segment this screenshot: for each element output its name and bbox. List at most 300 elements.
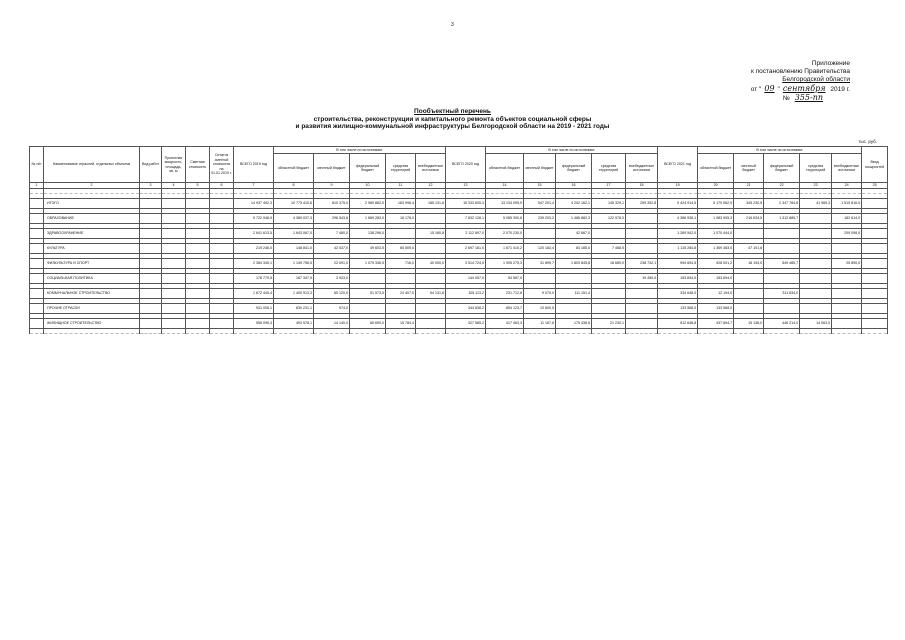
value-cell: 311 834,0	[764, 289, 800, 299]
value-cell: 1 149 756,5	[274, 259, 314, 269]
value-cell	[764, 274, 800, 284]
value-cell: 21 230,1	[592, 319, 626, 329]
value-cell	[800, 289, 832, 299]
empty-cell	[162, 304, 186, 314]
value-cell	[416, 304, 446, 314]
column-number: 22	[764, 183, 800, 189]
value-cell	[626, 319, 658, 329]
header-remaining: Остаток сметной стоимости на 01.01.2019 г.	[210, 147, 234, 183]
table-row	[30, 229, 888, 239]
annex-date-mid: "	[777, 85, 780, 93]
table-row	[30, 199, 888, 209]
empty-cell	[210, 289, 234, 299]
value-cell: 446 214,0	[764, 319, 800, 329]
column-number: 1	[30, 183, 44, 189]
header-total-2020: ВСЕГО 2020 год	[446, 147, 486, 183]
value-cell	[416, 244, 446, 254]
value-cell: 12 194,0	[698, 289, 734, 299]
empty-cell	[140, 319, 162, 329]
value-cell	[350, 274, 386, 284]
value-cell: 239 203,2	[524, 214, 556, 224]
empty-cell	[210, 244, 234, 254]
spacer-cell	[416, 329, 446, 334]
value-cell: 11 167,8	[524, 319, 556, 329]
empty-cell	[210, 274, 234, 284]
value-cell	[626, 304, 658, 314]
value-cell: 296 543,6	[314, 214, 350, 224]
value-cell: 2 980 882,0	[350, 199, 386, 209]
row-name: СОЦИАЛЬНАЯ ПОЛИТИКА	[44, 274, 140, 284]
spacer-cell	[832, 329, 862, 334]
annex-date-prefix: от "	[750, 85, 762, 93]
value-cell: 18 689,0	[592, 259, 626, 269]
value-cell: 7 480,0	[314, 229, 350, 239]
value-cell: 5 722 948,9	[234, 214, 274, 224]
value-cell: 1 400 913,3	[274, 289, 314, 299]
row-name: ЖИЛИЩНОЕ СТРОИТЕЛЬСТВО	[44, 319, 140, 329]
value-cell	[386, 274, 416, 284]
annex-number-value: 355-пп	[794, 92, 823, 102]
header-src-offbudget: внебюджетные источники	[832, 154, 862, 183]
value-cell: 549 485,7	[764, 259, 800, 269]
spacer-cell	[446, 329, 486, 334]
header-total-2021: ВСЕГО 2021 год	[658, 147, 698, 183]
value-cell: 42 667,0	[556, 229, 592, 239]
value-cell: 153 694,0	[698, 274, 734, 284]
column-number: 14	[486, 183, 524, 189]
value-cell	[734, 229, 764, 239]
spacer-cell	[658, 329, 698, 334]
spacer-cell	[234, 329, 274, 334]
table-row	[30, 319, 888, 329]
value-cell	[832, 319, 862, 329]
header-src-offbudget: внебюджетные источники	[626, 154, 658, 183]
annex-line-3: Белгородской области	[782, 76, 850, 84]
value-cell	[800, 229, 832, 239]
value-cell: 15 180,8	[416, 229, 446, 239]
value-cell: 47 101,8	[734, 244, 764, 254]
value-cell: 133 568,0	[658, 304, 698, 314]
value-cell	[764, 244, 800, 254]
value-cell: 1 269 542,0	[658, 229, 698, 239]
value-cell: 219 246,0	[234, 244, 274, 254]
value-cell	[734, 274, 764, 284]
row-name: ОБРАЗОВАНИЕ	[44, 214, 140, 224]
value-cell: 974,0	[314, 304, 350, 314]
table-row	[30, 214, 888, 224]
value-cell: 1 671 410,2	[486, 244, 524, 254]
value-cell: 1 519 816,5	[832, 199, 862, 209]
value-cell: 345 230,5	[734, 199, 764, 209]
value-cell: 259 352,8	[626, 199, 658, 209]
empty-cell	[186, 274, 210, 284]
value-cell	[800, 259, 832, 269]
value-cell	[350, 304, 386, 314]
row-num-cell	[30, 214, 44, 224]
value-cell: 120 183,4	[524, 244, 556, 254]
value-cell	[862, 274, 888, 284]
table-row	[30, 289, 888, 299]
title-line-3: и развития жилищно-коммунальной инфраструктуры Белгородской области на 2019 - 2021 годы	[295, 123, 610, 131]
value-cell: 2 112 897,0	[446, 229, 486, 239]
value-cell: 1 803 845,8	[556, 259, 592, 269]
value-cell: 417 463,3	[486, 319, 524, 329]
empty-cell	[186, 214, 210, 224]
value-cell	[626, 244, 658, 254]
empty-cell	[162, 289, 186, 299]
value-cell	[764, 304, 800, 314]
empty-cell	[186, 319, 210, 329]
empty-cell	[162, 244, 186, 254]
header-name: Наименование отраслей, отдельных объектов	[44, 147, 140, 183]
header-src-regional: областной бюджет	[698, 154, 734, 183]
value-cell: 830 231,1	[274, 304, 314, 314]
value-cell: 854 123,7	[486, 304, 524, 314]
column-number: 20	[698, 183, 734, 189]
value-cell: 176 779,5	[234, 274, 274, 284]
value-cell: 105 113,2	[446, 289, 486, 299]
value-cell	[626, 229, 658, 239]
row-name: КОММУНАЛЬНОЕ СТРОИТЕЛЬСТВО	[44, 289, 140, 299]
spacer-cell	[140, 329, 162, 334]
value-cell: 1 312 885,7	[764, 214, 800, 224]
spacer-cell	[626, 329, 658, 334]
title-line-1: Пообъектный перечень	[414, 108, 491, 115]
column-number: 24	[832, 183, 862, 189]
column-number: 15	[524, 183, 556, 189]
value-cell	[524, 229, 556, 239]
value-cell	[832, 274, 862, 284]
column-number: 2	[44, 183, 140, 189]
empty-cell	[210, 214, 234, 224]
value-cell	[386, 304, 416, 314]
spacer-cell	[386, 329, 416, 334]
row-num-cell	[30, 259, 44, 269]
value-cell: 1 079 336,5	[350, 259, 386, 269]
empty-cell	[210, 199, 234, 209]
spacer-cell	[524, 329, 556, 334]
value-cell: 145 329,1	[592, 199, 626, 209]
header-capacity: Проектная мощность, площадь, кв. м	[162, 147, 186, 183]
value-cell: 18 194,0	[734, 259, 764, 269]
row-name: ЗДРАВООХРАНЕНИЕ	[44, 229, 140, 239]
value-cell: 40 000,0	[416, 259, 446, 269]
value-cell	[862, 229, 888, 239]
row-num-cell	[30, 229, 44, 239]
empty-cell	[186, 199, 210, 209]
column-number: 10	[350, 183, 386, 189]
column-number: 12	[416, 183, 446, 189]
spacer-cell	[44, 329, 140, 334]
value-cell	[592, 289, 626, 299]
value-cell: 15 784,4	[386, 319, 416, 329]
value-cell: 54 587,0	[486, 274, 524, 284]
value-cell	[832, 244, 862, 254]
empty-cell	[210, 229, 234, 239]
empty-cell	[186, 259, 210, 269]
header-src-territory: средства территорий	[386, 154, 416, 183]
table-row	[30, 244, 888, 254]
annex-line-1: Приложение	[811, 60, 850, 67]
row-name: ФИЗКУЛЬТУРА И СПОРТ	[44, 259, 140, 269]
empty-cell	[162, 229, 186, 239]
header-src-regional: областной бюджет	[486, 154, 524, 183]
value-cell: 15 138,0	[734, 319, 764, 329]
value-cell	[416, 214, 446, 224]
empty-cell	[186, 289, 210, 299]
column-number: 9	[314, 183, 350, 189]
value-cell: 42 037,0	[314, 244, 350, 254]
header-src-federal: федеральный бюджет	[764, 154, 800, 183]
value-cell: 41 965,3	[800, 199, 832, 209]
value-cell: 1 983 905,3	[698, 214, 734, 224]
empty-cell	[140, 304, 162, 314]
empty-cell	[210, 319, 234, 329]
value-cell: 148 841,0	[274, 244, 314, 254]
column-number: 23	[800, 183, 832, 189]
header-group-2019: В том числе по источникам:	[274, 147, 446, 154]
value-cell	[800, 304, 832, 314]
value-cell: 5 085 390,8	[486, 214, 524, 224]
value-cell: 3 514 724,5	[446, 259, 486, 269]
title-line-2: строительства, реконструкции и капитального ремонта объектов социальной сферы	[313, 115, 592, 123]
value-cell: 167 347,9	[274, 274, 314, 284]
spacer-cell	[314, 329, 350, 334]
empty-cell	[162, 319, 186, 329]
value-cell: 85 120,0	[314, 289, 350, 299]
table-row	[30, 304, 888, 314]
column-number: 25	[862, 183, 888, 189]
value-cell	[416, 319, 446, 329]
spacer-cell	[698, 329, 734, 334]
header-group-2020: В том числе по источникам:	[486, 147, 658, 154]
column-number: 11	[386, 183, 416, 189]
value-cell	[524, 274, 556, 284]
value-cell: 183 998,4	[386, 199, 416, 209]
annex-line-2: к постановлению Правительства	[750, 68, 850, 76]
value-cell	[592, 229, 626, 239]
empty-cell	[210, 304, 234, 314]
value-cell: 133 568,0	[698, 304, 734, 314]
value-cell: 231 712,8	[486, 289, 524, 299]
value-cell: 18 178,0	[386, 214, 416, 224]
annex-block	[650, 60, 850, 103]
empty-cell	[162, 214, 186, 224]
value-cell: 4 202 162,1	[556, 199, 592, 209]
row-num-cell	[30, 274, 44, 284]
value-cell	[862, 244, 888, 254]
annex-date-month: сентября	[782, 83, 826, 93]
value-cell: 153 694,0	[658, 274, 698, 284]
value-cell: 5 170 062,9	[698, 199, 734, 209]
value-cell: 4 386 938,1	[658, 214, 698, 224]
spacer-cell	[30, 329, 44, 334]
spacer-cell	[862, 329, 888, 334]
value-cell: 9 070,0	[524, 289, 556, 299]
row-num-cell	[30, 244, 44, 254]
value-cell	[416, 274, 446, 284]
value-cell: 185 131,8	[416, 199, 446, 209]
value-cell	[734, 289, 764, 299]
value-cell: 182 614,0	[832, 214, 862, 224]
header-src-territory: средства территорий	[800, 154, 832, 183]
spacer-cell	[486, 329, 524, 334]
row-num-cell	[30, 319, 44, 329]
value-cell: 122 978,0	[592, 214, 626, 224]
column-number: 21	[734, 183, 764, 189]
column-number: 7	[234, 183, 274, 189]
header-src-offbudget: внебюджетные источники	[416, 154, 446, 183]
column-number: 19	[658, 183, 698, 189]
column-number: 16	[556, 183, 592, 189]
value-cell	[832, 289, 862, 299]
value-cell	[764, 229, 800, 239]
value-cell: 13 134 095,9	[486, 199, 524, 209]
empty-cell	[162, 199, 186, 209]
value-cell: 31 899,7	[524, 259, 556, 269]
value-cell: 7 468,5	[592, 244, 626, 254]
value-cell: 344 838,2	[446, 304, 486, 314]
value-cell: 1 369 383,0	[698, 244, 734, 254]
spacer-cell	[162, 329, 186, 334]
header-src-local: местный бюджет	[524, 154, 556, 183]
value-cell: 65 690,0	[350, 319, 386, 329]
value-cell: 2 070 230,0	[486, 229, 524, 239]
annex-number-line	[650, 94, 826, 103]
header-estimate: Сметная стоимость	[186, 147, 210, 183]
header-src-territory: средства территорий	[592, 154, 626, 183]
value-cell: 994 694,5	[658, 259, 698, 269]
table-row	[30, 274, 888, 284]
value-cell	[862, 289, 888, 299]
column-number: 5	[186, 183, 210, 189]
value-cell: 25 890,0	[832, 259, 862, 269]
spacer-cell	[556, 329, 592, 334]
value-cell: 716,0	[386, 259, 416, 269]
units-label: тыс. руб.	[858, 139, 877, 144]
table-body	[30, 183, 888, 334]
value-cell: 51 573,5	[350, 289, 386, 299]
empty-cell	[140, 199, 162, 209]
spacer-cell	[764, 329, 800, 334]
header-type: Вид работ	[140, 147, 162, 183]
spacer-cell	[186, 329, 210, 334]
value-cell	[862, 259, 888, 269]
header-src-local: местный бюджет	[734, 154, 764, 183]
value-cell: 65 509,0	[386, 244, 416, 254]
value-cell: 209 098,0	[832, 229, 862, 239]
value-cell: 216 634,5	[734, 214, 764, 224]
value-cell	[734, 304, 764, 314]
value-cell: 175 438,5	[556, 319, 592, 329]
row-num-cell	[30, 304, 44, 314]
annex-number-prefix: №	[782, 94, 790, 102]
value-cell: 1 669 283,0	[350, 214, 386, 224]
spacer-cell	[350, 329, 386, 334]
value-cell	[862, 214, 888, 224]
value-cell: 928 001,2	[698, 259, 734, 269]
header-src-federal: федеральный бюджет	[556, 154, 592, 183]
row-name: ИТОГО	[44, 199, 140, 209]
value-cell	[556, 274, 592, 284]
value-cell: 14 937 492,3	[234, 199, 274, 209]
column-number: 3	[140, 183, 162, 189]
value-cell	[862, 319, 888, 329]
value-cell: 3 923,0	[314, 274, 350, 284]
value-cell: 238 732,1	[626, 259, 658, 269]
row-num-cell	[30, 199, 44, 209]
value-cell: 1 672 445,4	[234, 289, 274, 299]
annex-date-day: 09	[764, 83, 775, 93]
value-cell: 4 389 037,3	[274, 214, 314, 224]
value-cell: 810 375,0	[314, 199, 350, 209]
value-cell	[862, 199, 888, 209]
value-cell: 54 131,8	[416, 289, 446, 299]
value-cell	[800, 244, 832, 254]
row-name: ПРОЧИЕ ОТРАСЛИ	[44, 304, 140, 314]
empty-cell	[186, 229, 210, 239]
column-number: 13	[446, 183, 486, 189]
header-src-regional: областной бюджет	[274, 154, 314, 183]
value-cell	[800, 214, 832, 224]
value-cell	[862, 304, 888, 314]
empty-cell	[140, 274, 162, 284]
header-num: № п/п	[30, 147, 44, 183]
value-cell: 138 296,0	[350, 229, 386, 239]
value-cell	[592, 274, 626, 284]
spacer-cell	[734, 329, 764, 334]
value-cell	[386, 229, 416, 239]
table-row	[30, 259, 888, 269]
value-cell: 1 905 275,3	[486, 259, 524, 269]
value-cell: 10 773 410,6	[274, 199, 314, 209]
empty-cell	[140, 244, 162, 254]
value-cell: 2 641 613,5	[234, 229, 274, 239]
value-cell: 19 450,0	[626, 274, 658, 284]
header-src-local: местный бюджет	[314, 154, 350, 183]
value-cell	[556, 304, 592, 314]
header-src-federal: федеральный бюджет	[350, 154, 386, 183]
column-number: 17	[592, 183, 626, 189]
objects-table	[29, 146, 888, 334]
empty-cell	[140, 289, 162, 299]
value-cell: 83 185,0	[556, 244, 592, 254]
value-cell: 2 384 345,1	[234, 259, 274, 269]
annex-date-year: 2019 г.	[830, 85, 850, 93]
row-name: КУЛЬТУРА	[44, 244, 140, 254]
value-cell: 334 648,0	[658, 289, 698, 299]
value-cell: 14 063,0	[800, 319, 832, 329]
column-number: 18	[626, 183, 658, 189]
empty-cell	[140, 229, 162, 239]
spacer-cell	[274, 329, 314, 334]
value-cell: 437 894,7	[698, 319, 734, 329]
value-cell: 15 333 605,3	[446, 199, 486, 209]
empty-cell	[186, 304, 210, 314]
value-cell: 556 095,3	[234, 319, 274, 329]
row-num-cell	[30, 289, 44, 299]
value-cell: 327 585,2	[446, 319, 486, 329]
column-number: 4	[162, 183, 186, 189]
value-cell: 512 648,8	[658, 319, 698, 329]
value-cell: 931 005,1	[234, 304, 274, 314]
empty-cell	[210, 259, 234, 269]
header-group-2021: В том числе по источникам:	[698, 147, 862, 154]
value-cell	[626, 214, 658, 224]
empty-cell	[140, 214, 162, 224]
value-cell: 493 578,1	[274, 319, 314, 329]
value-cell	[832, 304, 862, 314]
